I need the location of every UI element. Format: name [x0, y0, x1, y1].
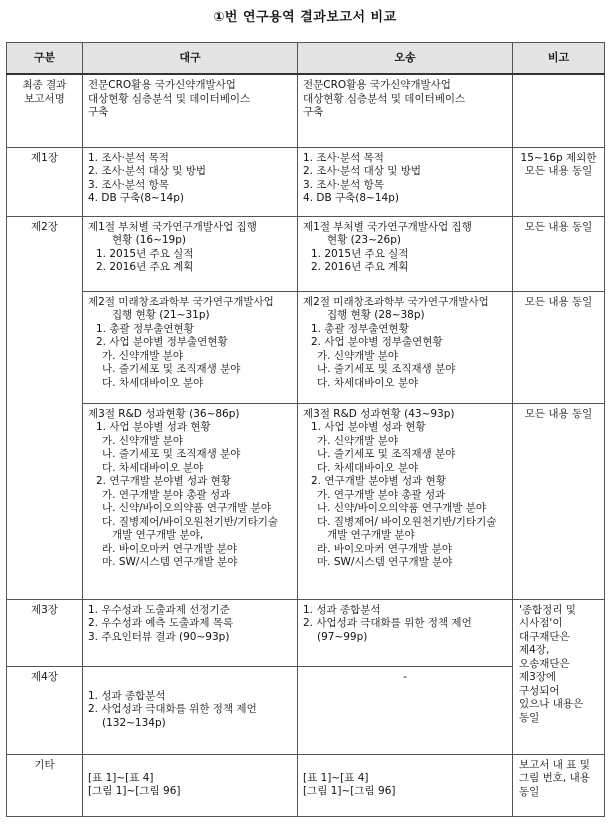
- text-line: 가. 신약개발 분야: [102, 434, 184, 447]
- remark-cell: [513, 74, 605, 147]
- text-line: [그림 1]~[그림 96]: [88, 785, 181, 797]
- header-osong: 오송: [298, 43, 513, 75]
- text-line: [그림 1]~[그림 96]: [303, 785, 396, 797]
- text-line: 나. 신약/바이오의약품 연구개발 분야: [102, 502, 272, 514]
- text-line: 1. 총괄 정부출연현황: [96, 322, 194, 335]
- row-ch1: [7, 147, 605, 216]
- text-line: 대상현황 심층분석 및 데이터베이스: [88, 92, 251, 105]
- text-line: (132~134p): [102, 716, 166, 729]
- text-line: 전문CRO활용 국가신약개발사업: [88, 79, 236, 91]
- daegu-cell: [83, 147, 298, 216]
- text-line: 나. 신약/바이오의약품 연구개발 분야: [317, 502, 487, 514]
- text-line: 2. 2016년 주요 계획: [311, 261, 409, 273]
- remark-cell: 모든 내용 동일: [513, 216, 605, 291]
- osong-cell: [298, 403, 513, 599]
- text-line: 2. 사업성과 극대화를 위한 정책 제언: [88, 703, 257, 716]
- text-line: 현황 (23~26p): [327, 234, 402, 246]
- text-line: 개발 연구개발 분야: [327, 529, 415, 541]
- row-etc: [7, 754, 605, 816]
- remark-cell: [513, 147, 605, 216]
- row-final-name: [7, 74, 605, 147]
- text-line: 집행 현황 (28~38p): [327, 309, 425, 321]
- daegu-cell: [83, 599, 298, 666]
- text-line: 제4장,: [519, 644, 550, 656]
- remark-cell: [513, 599, 605, 754]
- text-line: 1. 조사·분석 목적: [88, 151, 169, 164]
- remark-cell: [513, 754, 605, 816]
- text-line: 구성되어: [519, 684, 560, 697]
- header-remark: 비고: [513, 43, 605, 75]
- text-line: 시사점'이: [519, 617, 563, 629]
- text-line: 다. 차세대바이오 분야: [317, 461, 419, 474]
- osong-cell: [298, 74, 513, 147]
- daegu-cell: [83, 291, 298, 403]
- text-line: 나. 줄기세포 및 조직재생 분야: [317, 448, 456, 460]
- daegu-cell: [83, 216, 298, 291]
- row-ch2-s2: [7, 291, 605, 403]
- row-ch2-s1: [7, 216, 605, 291]
- osong-cell: [298, 216, 513, 291]
- text-line: 다. 질병제어/바이오원천기반/기타기술: [102, 515, 279, 528]
- comparison-table: [6, 42, 605, 817]
- header-daegu: 대구: [83, 43, 298, 75]
- text-line: 1. 사업 분야별 성과 현황: [311, 421, 426, 433]
- header-row: [7, 43, 605, 75]
- text-line: 2. 우수성과 예측 도출과제 목록: [88, 617, 234, 629]
- text-line: 동일: [519, 711, 540, 724]
- text-line: 있으나 내용은: [519, 698, 584, 710]
- text-line: 마. SW/시스템 연구개발 분야: [317, 556, 453, 568]
- row-label: 제4장: [7, 666, 83, 754]
- text-line: 1. 우수성과 도출과제 선정기준: [88, 603, 230, 616]
- text-line: 대구재단은: [519, 630, 570, 643]
- text-line: 제1절 부처별 국가연구개발사업 집행: [303, 220, 472, 233]
- osong-cell: [298, 754, 513, 816]
- text-line: 집행 현황 (21~31p): [112, 309, 210, 321]
- text-line: 구축: [303, 106, 324, 118]
- text-line: 3. 조사·분석 항목: [303, 178, 384, 191]
- text-line: 1. 사업 분야별 성과 현황: [96, 421, 211, 433]
- text-line: [표 1]~[표 4]: [303, 771, 369, 784]
- text-line: 라. 바이오마커 연구개발 분야: [102, 542, 238, 555]
- text-line: 가. 연구개발 분야 총괄 성과: [102, 488, 231, 501]
- text-line: 나. 줄기세포 및 조직재생 분야: [102, 363, 241, 375]
- text-line: 제3절 R&D 성과현황 (43~93p): [303, 407, 455, 420]
- text-line: 다. 차세대바이오 분야: [317, 376, 419, 389]
- text-line: 다. 차세대바이오 분야: [102, 461, 204, 474]
- row-ch3: [7, 599, 605, 666]
- text-line: 마. SW/시스템 연구개발 분야: [102, 556, 238, 568]
- daegu-cell: [83, 403, 298, 599]
- text-line: 1. 성과 종합분석: [303, 603, 381, 616]
- text-line: 구축: [88, 106, 109, 118]
- text-line: 가. 신약개발 분야: [317, 349, 399, 362]
- text-line: 가. 신약개발 분야: [102, 349, 184, 362]
- text-line: 라. 바이오마커 연구개발 분야: [317, 542, 453, 555]
- row-ch2-s3: [7, 403, 605, 599]
- text-line: 개발 연구개발 분야,: [112, 529, 204, 541]
- text-line: 2. 조사·분석 대상 및 방법: [88, 165, 206, 177]
- text-line: 제2절 미래창조과학부 국가연구개발사업: [88, 295, 274, 308]
- remark-text: 15~16p 제외한 모든 내용 동일: [520, 151, 597, 177]
- text-line: 1. 총괄 정부출연현황: [311, 322, 409, 335]
- text-line: 다. 차세대바이오 분야: [102, 376, 204, 389]
- text-line: 가. 신약개발 분야: [317, 434, 399, 447]
- row-label: 제1장: [7, 147, 83, 216]
- osong-cell: -: [298, 666, 513, 754]
- text-line: '종합정리 및: [519, 603, 576, 616]
- remark-text: 보고서 내 표 및 그림 번호, 내용 동일: [519, 758, 590, 798]
- text-line: 4. DB 구축(8~14p): [303, 192, 399, 204]
- text-line: 3. 조사·분석 항목: [88, 178, 169, 191]
- text-line: 2. 연구개발 분야별 성과 현황: [96, 475, 231, 487]
- text-line: 2. 2016년 주요 계획: [96, 261, 194, 273]
- text-line: 제1절 부처별 국가연구개발사업 집행: [88, 220, 257, 233]
- daegu-cell: [83, 666, 298, 754]
- row-label: [7, 74, 83, 147]
- text-line: 전문CRO활용 국가신약개발사업: [303, 79, 451, 91]
- row-label: 기타: [7, 754, 83, 816]
- text-line: 4. DB 구축(8~14p): [88, 192, 184, 204]
- text-line: 오송재단은: [519, 657, 570, 670]
- text-line: 가. 연구개발 분야 총괄 성과: [317, 488, 446, 501]
- row-label-text: 최종 결과 보고서명: [22, 79, 67, 105]
- document-title: ①번 연구용역 결과보고서 비교: [213, 10, 397, 25]
- text-line: [표 1]~[표 4]: [88, 771, 154, 784]
- header-category: 구분: [7, 43, 83, 75]
- text-line: 제2절 미래창조과학부 국가연구개발사업: [303, 295, 489, 308]
- text-line: 1. 성과 종합분석: [88, 689, 166, 702]
- text-line: 1. 2015년 주요 실적: [96, 247, 194, 260]
- text-line: (97~99p): [317, 630, 368, 643]
- text-line: 2. 사업성과 극대화를 위한 정책 제언: [303, 617, 472, 629]
- remark-cell: 모든 내용 동일: [513, 403, 605, 599]
- text-line: 대상현황 심층분석 및 데이터베이스: [303, 92, 466, 105]
- text-line: 제3절 R&D 성과현황 (36~86p): [88, 407, 240, 420]
- text-line: 나. 줄기세포 및 조직재생 분야: [102, 448, 241, 460]
- text-line: 다. 질병제어/ 바이오원천기반/기타기술: [317, 515, 497, 528]
- text-line: 1. 2015년 주요 실적: [311, 247, 409, 260]
- text-line: 현황 (16~19p): [112, 234, 187, 246]
- text-line: 2. 사업 분야별 정부출연현황: [311, 336, 443, 348]
- text-line: 2. 연구개발 분야별 성과 현황: [311, 475, 446, 487]
- osong-cell: [298, 147, 513, 216]
- row-label: 제2장: [7, 216, 83, 599]
- text-line: 제3장에: [519, 671, 557, 683]
- text-line: 나. 줄기세포 및 조직재생 분야: [317, 363, 456, 375]
- daegu-cell: [83, 74, 298, 147]
- text-line: 2. 조사·분석 대상 및 방법: [303, 165, 421, 177]
- text-line: 3. 주요인터뷰 결과 (90~93p): [88, 630, 230, 643]
- row-label: 제3장: [7, 599, 83, 666]
- text-line: 2. 사업 분야별 정부출연현황: [96, 336, 228, 348]
- osong-cell: [298, 599, 513, 666]
- daegu-cell: [83, 754, 298, 816]
- osong-cell: [298, 291, 513, 403]
- remark-cell: 모든 내용 동일: [513, 291, 605, 403]
- text-line: 1. 조사·분석 목적: [303, 151, 384, 164]
